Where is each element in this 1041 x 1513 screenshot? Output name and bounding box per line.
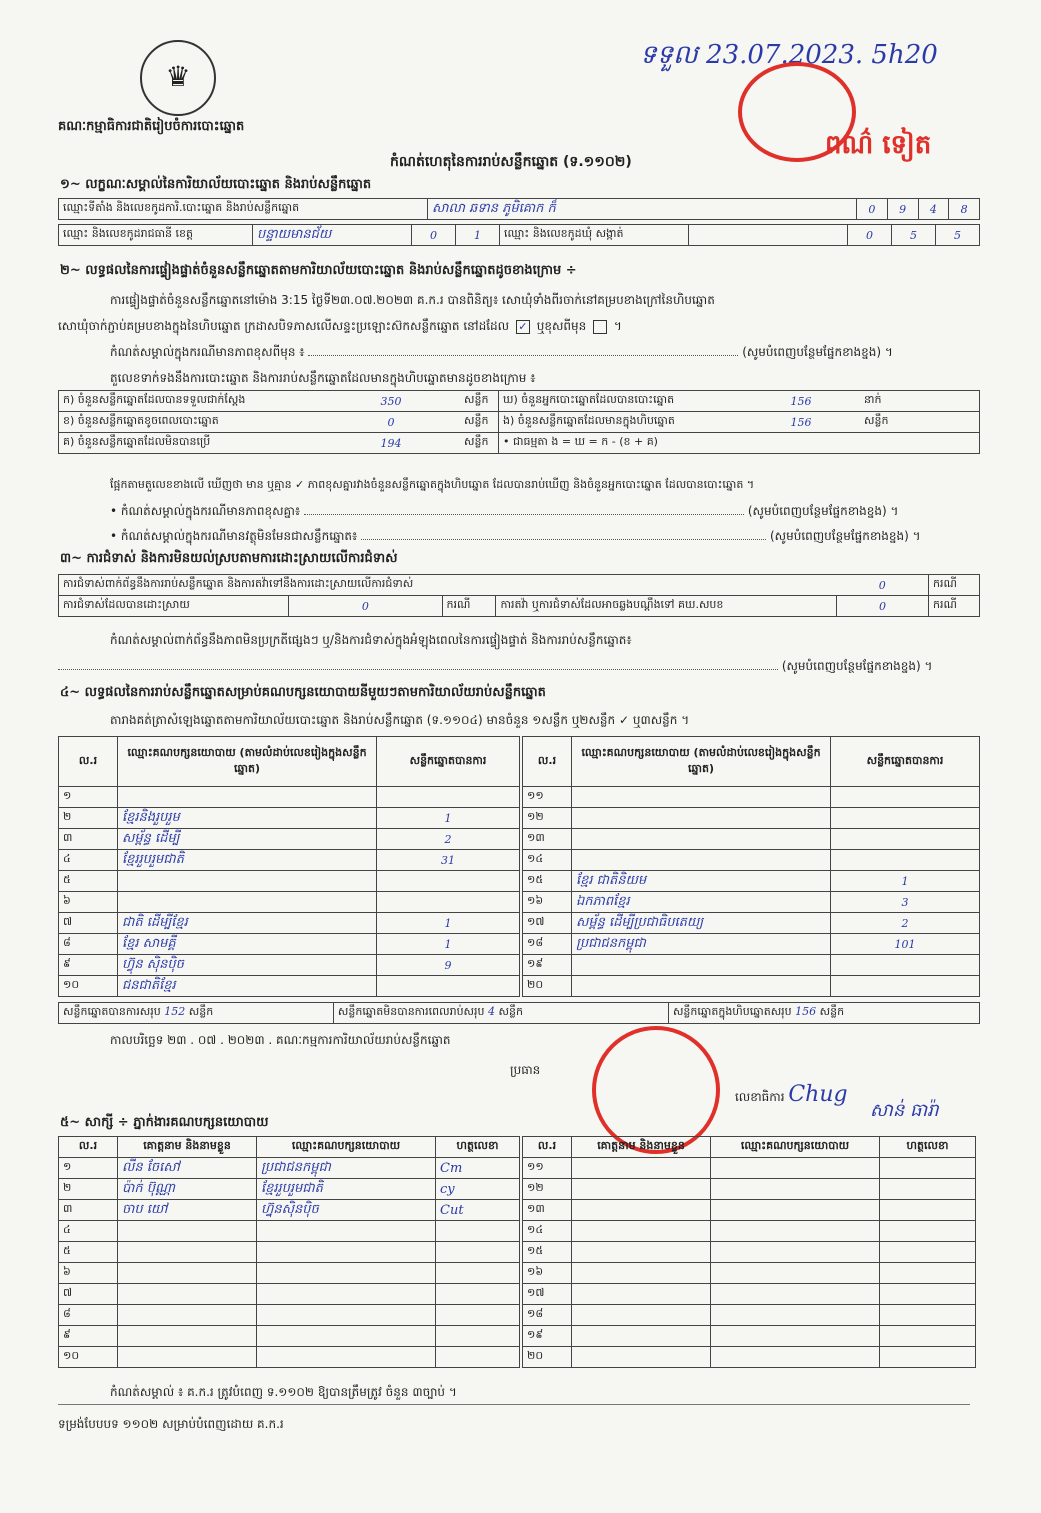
party-votes	[831, 787, 980, 808]
appeal-count: 0	[837, 596, 929, 617]
party-votes	[377, 892, 520, 913]
witness-name	[572, 1263, 711, 1284]
party-name: ហ៊្វុន ស៊ិនប៉ិច	[118, 955, 377, 976]
row-number: ១៨	[523, 934, 572, 955]
party-name: ឯកភាពខ្មែរ	[572, 892, 831, 913]
witness-signature	[436, 1326, 520, 1347]
party-row	[59, 829, 520, 850]
bullet-nonballot: • កំណត់សម្គាល់ក្នុងករណីមានវត្ថុមិនមែនជាសន្លឹកឆ្នោត៖ (សូមបំពេញបន្ថែមផ្នែកខាងខ្នង) ។	[110, 529, 921, 543]
witness-name	[118, 1242, 257, 1263]
org-name: គណៈកម្មាធិការជាតិរៀបចំការបោះឆ្នោត	[58, 119, 245, 134]
party-row	[59, 892, 520, 913]
emblem-logo: ♛	[140, 40, 216, 116]
party-votes	[831, 976, 980, 997]
party-row	[523, 871, 980, 892]
section1-table	[58, 198, 980, 220]
section1-heading: ១~ លក្ខណៈសម្គាល់នៃការិយាល័យបោះឆ្នោត និងរាប់សន្លឹកឆ្នោត	[60, 177, 372, 192]
stamp-caption: ពណ៌ ទៀត	[825, 130, 932, 160]
party-name: សម្ព័ន្ធ ដើម្បី	[118, 829, 377, 850]
results-table-right: ល.រ ឈ្មោះគណបក្សនយោបាយ (តាមលំដាប់លេខរៀងក្នុងសន្លឹកឆ្នោត) សន្លឹកឆ្នោតបានការ ១១ ១២ ១៣ ១៤ ១៥ ខ្មែរ ជាតិនិយម 1 ១៦ ឯកភាពខ្មែរ 3 ១៧ សម្ព័ន្ធ ដើម្បីប្រជាធិបតេយ្យ 2 ១៨ ប្រជាជនកម្ពុជា 101 ១៩ ២០	[522, 736, 980, 997]
party-row	[523, 934, 980, 955]
row-number: ២០	[523, 1347, 572, 1368]
witness-name	[118, 1263, 257, 1284]
witness-name	[118, 1284, 257, 1305]
verify-para1: ការផ្ទៀងផ្ទាត់ចំនួនសន្លឹកឆ្នោតនៅម៉ោង 3:15 ថ្ងៃទី២៣.០៧.២០២៣ គ.ក.រ បានពិនិត្យ៖ សោឃុំទាំងពីរចាក់នៅគម្របខាងក្រៅនៃហិបឆ្នោត	[110, 293, 715, 307]
section4-heading: ៤~ លទ្ធផលនៃការរាប់សន្លឹកឆ្នោតសម្រាប់គណបក្សនយោបាយនីមួយៗតាមការិយាល័យរាប់សន្លឹកឆ្នោត	[60, 685, 546, 700]
party-votes: 1	[831, 871, 980, 892]
witness-party	[257, 1242, 436, 1263]
row-number: ១៥	[523, 871, 572, 892]
row-number: ៥	[59, 1242, 118, 1263]
province-code: 0	[412, 225, 456, 246]
row-number: ៧	[59, 913, 118, 934]
row-number: ១៧	[523, 913, 572, 934]
party-row	[59, 955, 520, 976]
party-name	[572, 787, 831, 808]
witness-row	[59, 1242, 520, 1263]
witness-row	[59, 1263, 520, 1284]
witness-party	[711, 1158, 880, 1179]
row-number: ៨	[59, 934, 118, 955]
party-votes: 31	[377, 850, 520, 871]
total-valid: សន្លឹកឆ្នោតបានការសរុប 152 សន្លឹក	[59, 1003, 334, 1024]
section3-heading: ៣~ ការជំទាស់ និងការមិនយល់ស្របតាមការដោះស្រាយលើការជំទាស់	[60, 551, 398, 566]
witness-party	[711, 1263, 880, 1284]
commune-code: 5	[892, 225, 936, 246]
figures-row: ក) ចំនួនសន្លឹកឆ្នោតដែលបានទទួលជាក់ស្តែង 350 សន្លឹក ឃ) ចំនួនអ្នកបោះឆ្នោតដែលបានបោះឆ្នោត 156 នាក់	[59, 391, 980, 412]
province-code: 1	[456, 225, 500, 246]
row-number: ១០	[59, 1347, 118, 1368]
code-digit: 4	[918, 199, 949, 220]
party-row	[523, 976, 980, 997]
row-number: ១៧	[523, 1284, 572, 1305]
party-row	[59, 934, 520, 955]
row-number: ១៣	[523, 1200, 572, 1221]
row-number: ២០	[523, 976, 572, 997]
row-number: ៣	[59, 829, 118, 850]
witness-signature	[880, 1263, 976, 1284]
row-number: ១២	[523, 808, 572, 829]
party-row	[59, 787, 520, 808]
code-digit: 0	[857, 199, 888, 220]
witness-name	[572, 1200, 711, 1221]
witness-row	[523, 1347, 976, 1368]
secretary-signature: Chug	[788, 1082, 848, 1107]
witness-signature	[880, 1221, 976, 1242]
figures-row: ខ) ចំនួនសន្លឹកឆ្នោតខូចពេលបោះឆ្នោត 0 សន្លឹក ង) ចំនួនសន្លឹកឆ្នោតដែលមានក្នុងហិបឆ្នោត 156 សន្លឹក	[59, 412, 980, 433]
row-number: ៤	[59, 1221, 118, 1242]
totals-table	[58, 1002, 980, 1024]
row-number: ២	[59, 1179, 118, 1200]
difference-check: ផ្អែកតាមតួលេខខាងលើ ឃើញថា មាន ឬគ្មាន ✓ ភាពខុសគ្នារវាងចំនួនសន្លឹកឆ្នោតក្នុងហិបឆ្នោត ដែលបានរាប់ឃើញ និងចំនួនអ្នកបោះឆ្នោត ដែលបានបោះឆ្នោត ។	[110, 478, 755, 491]
party-name	[118, 871, 377, 892]
party-name: ខ្មែរ ជាតិនិយម	[572, 871, 831, 892]
row-number: ១៦	[523, 892, 572, 913]
commune-code: 0	[848, 225, 892, 246]
party-name	[118, 787, 377, 808]
witness-name	[572, 1158, 711, 1179]
witness-row	[523, 1305, 976, 1326]
secretary-name: សាន់ ធារ៉ា	[870, 1100, 939, 1121]
section2-heading: ២~ លទ្ធផលនៃការផ្ទៀងផ្ទាត់ចំនួនសន្លឹកឆ្នោតតាមការិយាល័យបោះឆ្នោត និងរាប់សន្លឹកឆ្នោតដូចខាងក្រោម ÷	[60, 263, 577, 278]
note-changed: កំណត់សម្គាល់ក្នុងករណីមានភាពខុសពីមុន ៖ (សូមបំពេញបន្ថែមផ្នែកខាងខ្នង) ។	[110, 345, 893, 359]
section1-table-row2	[58, 224, 980, 246]
location-value: សាលា ឆទាន ភូមិគោក ក៏	[428, 199, 857, 220]
row-number: ១៤	[523, 1221, 572, 1242]
witness-signature	[880, 1179, 976, 1200]
witness-row	[523, 1263, 976, 1284]
province-label: ឈ្មោះ និងលេខកូដរាជធានី ខេត្ត	[59, 225, 253, 246]
witness-signature	[436, 1347, 520, 1368]
party-name: ប្រជាជនកម្ពុជា	[572, 934, 831, 955]
party-votes: 1	[377, 913, 520, 934]
irregularity-note: កំណត់សម្គាល់ពាក់ព័ន្ធនឹងភាពមិនប្រក្រតីផ្សេងៗ ឬ/និងការជំទាស់ក្នុងអំឡុងពេលនៃការផ្ទៀងផ្ទាត់ និងការរាប់សន្លឹកឆ្នោត៖	[110, 633, 632, 647]
party-name	[572, 808, 831, 829]
form-title: កំណត់ហេតុនៃការរាប់សន្លឹកឆ្នោត (ទ.១១០២)	[390, 154, 632, 170]
party-votes: 3	[831, 892, 980, 913]
party-row	[59, 976, 520, 997]
witness-row	[523, 1200, 976, 1221]
witness-party	[257, 1347, 436, 1368]
witness-signature	[436, 1284, 520, 1305]
witness-name	[572, 1326, 711, 1347]
witness-party	[711, 1221, 880, 1242]
witness-party	[711, 1284, 880, 1305]
row-number: ៨	[59, 1305, 118, 1326]
party-row	[59, 913, 520, 934]
party-name	[572, 955, 831, 976]
row-number: ១៩	[523, 955, 572, 976]
witness-party	[257, 1284, 436, 1305]
witness-row	[59, 1158, 520, 1179]
witness-signature	[436, 1263, 520, 1284]
form-footer: ទម្រង់បែបបទ ១១០២ សម្រាប់បំពេញដោយ គ.ក.រ	[58, 1417, 284, 1431]
witness-party	[711, 1200, 880, 1221]
witness-name	[572, 1242, 711, 1263]
witness-party: ប្រជាជនកម្ពុជា	[257, 1158, 436, 1179]
party-votes: 101	[831, 934, 980, 955]
party-votes: 2	[831, 913, 980, 934]
party-row	[523, 829, 980, 850]
party-name: ខ្មែររួបរួមជាតិ	[118, 850, 377, 871]
party-name	[572, 850, 831, 871]
row-number: ៩	[59, 955, 118, 976]
row-number: ១	[59, 787, 118, 808]
row-number: ៣	[59, 1200, 118, 1221]
total-invalid: សន្លឹកឆ្នោតមិនបានការពេលរាប់សរុប 4 សន្លឹក	[333, 1003, 668, 1024]
witness-row	[523, 1158, 976, 1179]
witness-signature	[880, 1305, 976, 1326]
witness-name: ចាប យៅ	[118, 1200, 257, 1221]
party-name	[572, 829, 831, 850]
party-row	[523, 913, 980, 934]
witness-row	[523, 1221, 976, 1242]
row-number: ៦	[59, 1263, 118, 1284]
witness-row	[59, 1179, 520, 1200]
row-number: ១១	[523, 1158, 572, 1179]
row-number: ១	[59, 1158, 118, 1179]
party-row	[523, 787, 980, 808]
witness-name	[118, 1326, 257, 1347]
date-line: កាលបរិច្ឆេទ ២៣ . ០៧ . ២០២៣ . គណៈកម្មការការិយាល័យរាប់សន្លឹកឆ្នោត	[110, 1033, 451, 1047]
witness-row	[59, 1326, 520, 1347]
witness-signature	[436, 1305, 520, 1326]
witness-signature	[880, 1347, 976, 1368]
total-in-box: សន្លឹកឆ្នោតក្នុងហិបឆ្នោតសរុប 156 សន្លឹក	[668, 1003, 979, 1024]
witness-signature: cy	[436, 1179, 520, 1200]
row-number: ៦	[59, 892, 118, 913]
row-number: ១០	[59, 976, 118, 997]
row-number: ១៥	[523, 1242, 572, 1263]
complaints-count: 0	[837, 575, 929, 596]
party-votes	[377, 976, 520, 997]
witness-name	[572, 1347, 711, 1368]
bullet-difference: • កំណត់សម្គាល់ក្នុងករណីមានភាពខុសគ្នា៖ (សូមបំពេញបន្ថែមផ្នែកខាងខ្នង) ។	[110, 504, 899, 518]
irregularity-line: (សូមបំពេញបន្ថែមផ្នែកខាងខ្នង) ។	[58, 658, 932, 676]
witness-row	[523, 1179, 976, 1200]
party-name: ខ្មែរនិងរួបរួម	[118, 808, 377, 829]
witness-party: ខ្មែររួបរួមជាតិ	[257, 1179, 436, 1200]
verify-para2: សោឃុំចាក់ភ្ជាប់គម្របខាងក្នុងនៃហិបឆ្នោត ក្រដាសបិទភាសលើសន្ទះប្រឡោះស៊កសន្លឹកឆ្នោត នៅដដែល ✓ ឬខុសពីមុន ។	[58, 319, 622, 333]
witness-name	[572, 1179, 711, 1200]
figures-intro: តួលេខទាក់ទងនឹងការបោះឆ្នោត និងការរាប់សន្លឹកឆ្នោតដែលមានក្នុងហិបឆ្នោតមានដូចខាងក្រោម ៖	[110, 371, 536, 385]
witness-signature	[880, 1200, 976, 1221]
changed-checkbox[interactable]	[593, 320, 607, 334]
witness-row	[59, 1347, 520, 1368]
witness-name	[572, 1305, 711, 1326]
row-number: ៥	[59, 871, 118, 892]
party-row	[523, 892, 980, 913]
party-votes	[377, 871, 520, 892]
witness-name: ប៉ាក់ ប៊ុណ្ណា	[118, 1179, 257, 1200]
witness-row	[523, 1284, 976, 1305]
party-votes: 9	[377, 955, 520, 976]
party-votes	[831, 808, 980, 829]
row-number: ៩	[59, 1326, 118, 1347]
row-number: ២	[59, 808, 118, 829]
witness-row	[59, 1221, 520, 1242]
witness-name	[118, 1221, 257, 1242]
row-number: ១២	[523, 1179, 572, 1200]
section5-heading: ៥~ សាក្សី ÷ ភ្នាក់ងារគណបក្សនយោបាយ	[60, 1115, 269, 1130]
complaints-table: ការជំទាស់ពាក់ព័ន្ធនឹងការរាប់សន្លឹកឆ្នោត និងការតវ៉ាទៅនឹងការដោះស្រាយលើការជំទាស់ 0 ករណី ការជំទាស់ដែលបានដោះស្រាយ 0 ករណី ការតវ៉ា ឬការជំទាស់ដែលអាចឆ្លងបណ្តឹងទៅ គឃ.សបខ 0 ករណី	[58, 574, 980, 617]
witness-party	[257, 1221, 436, 1242]
party-name: ជាតិ ដើម្បីខ្មែរ	[118, 913, 377, 934]
witness-row	[59, 1305, 520, 1326]
witness-name	[118, 1347, 257, 1368]
party-name	[572, 976, 831, 997]
unchanged-checkbox[interactable]: ✓	[516, 320, 530, 334]
party-row	[523, 850, 980, 871]
party-name	[118, 892, 377, 913]
location-label: ឈ្មោះទីតាំង និងលេខកូដការិ.បោះឆ្នោត និងរាប់សន្លឹកឆ្នោត	[59, 199, 428, 220]
party-votes: 1	[377, 808, 520, 829]
witness-signature	[436, 1242, 520, 1263]
figures-table	[58, 390, 980, 454]
party-name: សម្ព័ន្ធ ដើម្បីប្រជាធិបតេយ្យ	[572, 913, 831, 934]
tally-intro: តារាងគត់ត្រាសំឡេងឆ្នោតតាមការិយាល័យបោះឆ្នោត និងរាប់សន្លឹកឆ្នោត (ទ.១១០៤) មានចំនួន ១សន្លឹក ឬ២សន្លឹក ✓ ឬ៣សន្លឹក ។	[110, 713, 690, 727]
witness-party	[257, 1326, 436, 1347]
witness-row	[523, 1326, 976, 1347]
witness-signature	[880, 1242, 976, 1263]
party-votes: 1	[377, 934, 520, 955]
party-name: ខ្មែរ សាមគ្គី	[118, 934, 377, 955]
figures-row: គ) ចំនួនសន្លឹកឆ្នោតដែលមិនបានប្រើ 194 សន្លឹក • ជាធម្មតា ង = ឃ = ក - (ខ + គ)	[59, 433, 980, 454]
row-number: ៧	[59, 1284, 118, 1305]
chair-label: ប្រធាន	[510, 1063, 541, 1077]
party-row	[59, 850, 520, 871]
witness-table-left: ល.រ គោត្តនាម និងនាមខ្លួន ឈ្មោះគណបក្សនយោបាយ ហត្ថលេខា ១ លីន ចែសៅ ប្រជាជនកម្ពុជា Cm ២ ប៉ាក់ ប៊ុណ្ណា ខ្មែររួបរួមជាតិ cy ៣ ចាប យៅ ហ្វ៊ុនស៊ិនប៉ិច Cut ៤ ៥ ៦ ៧ ៨ ៩ ១០	[58, 1136, 520, 1368]
witness-party: ហ្វ៊ុនស៊ិនប៉ិច	[257, 1200, 436, 1221]
party-name: ជនជាតិខ្មែរ	[118, 976, 377, 997]
witness-signature: Cut	[436, 1200, 520, 1221]
red-stamp-seal	[592, 1026, 720, 1154]
party-row	[59, 808, 520, 829]
witness-name	[572, 1221, 711, 1242]
party-row	[523, 955, 980, 976]
witness-party	[711, 1347, 880, 1368]
row-number: ៤	[59, 850, 118, 871]
party-votes	[831, 850, 980, 871]
row-number: ១៩	[523, 1326, 572, 1347]
code-digit: 9	[887, 199, 918, 220]
witness-row	[59, 1200, 520, 1221]
row-number: ១៤	[523, 850, 572, 871]
witness-party	[711, 1326, 880, 1347]
witness-signature	[880, 1284, 976, 1305]
party-row	[59, 871, 520, 892]
party-votes	[831, 955, 980, 976]
commune-code: 5	[936, 225, 980, 246]
party-votes	[831, 829, 980, 850]
row-number: ១៨	[523, 1305, 572, 1326]
witness-party	[257, 1263, 436, 1284]
footer-divider	[58, 1404, 970, 1405]
witness-party	[257, 1305, 436, 1326]
witness-signature: Cm	[436, 1158, 520, 1179]
resolved-count: 0	[289, 596, 442, 617]
commune-label: ឈ្មោះ និងលេខកូដឃុំ សង្កាត់	[500, 225, 689, 246]
witness-signature	[880, 1158, 976, 1179]
code-digit: 8	[949, 199, 980, 220]
secretary-label: លេខាធិការ Chug	[735, 1082, 848, 1107]
witness-party	[711, 1305, 880, 1326]
footer-note: កំណត់សម្គាល់ ៖ គ.ក.រ ត្រូវបំពេញ ទ.១១០២ ឱ្យបានត្រឹមត្រូវ ចំនួន ៣ច្បាប់ ។	[110, 1385, 457, 1399]
witness-name	[118, 1305, 257, 1326]
witness-party	[711, 1179, 880, 1200]
witness-name: លីន ចែសៅ	[118, 1158, 257, 1179]
witness-row	[523, 1242, 976, 1263]
witness-name	[572, 1284, 711, 1305]
province-value: បន្ទាយមានជ័យ	[253, 225, 412, 246]
row-number: ១៣	[523, 829, 572, 850]
row-number: ១១	[523, 787, 572, 808]
received-date: ទទួល 23.07.2023. 5h20	[640, 40, 938, 70]
party-votes	[377, 787, 520, 808]
witness-party	[711, 1242, 880, 1263]
witness-row	[59, 1284, 520, 1305]
row-number: ១៦	[523, 1263, 572, 1284]
results-table-left: ល.រ ឈ្មោះគណបក្សនយោបាយ (តាមលំដាប់លេខរៀងក្នុងសន្លឹកឆ្នោត) សន្លឹកឆ្នោតបានការ ១ ២ ខ្មែរនិងរួបរួម 1 ៣ សម្ព័ន្ធ ដើម្បី 2 ៤ ខ្មែររួបរួមជាតិ 31 ៥ ៦ ៧ ជាតិ ដើម្បីខ្មែរ 1 ៨ ខ្មែរ សាមគ្គី 1 ៩ ហ៊្វុន ស៊ិនប៉ិច 9 ១០ ជនជាតិខ្មែរ	[58, 736, 520, 997]
witness-table-right: ល.រ គោត្តនាម និងនាមខ្លួន ឈ្មោះគណបក្សនយោបាយ ហត្ថលេខា ១១ ១២ ១៣ ១៤ ១៥ ១៦ ១៧ ១៨ ១៩ ២០	[522, 1136, 976, 1368]
party-row	[523, 808, 980, 829]
party-votes: 2	[377, 829, 520, 850]
witness-signature	[880, 1326, 976, 1347]
witness-signature	[436, 1221, 520, 1242]
